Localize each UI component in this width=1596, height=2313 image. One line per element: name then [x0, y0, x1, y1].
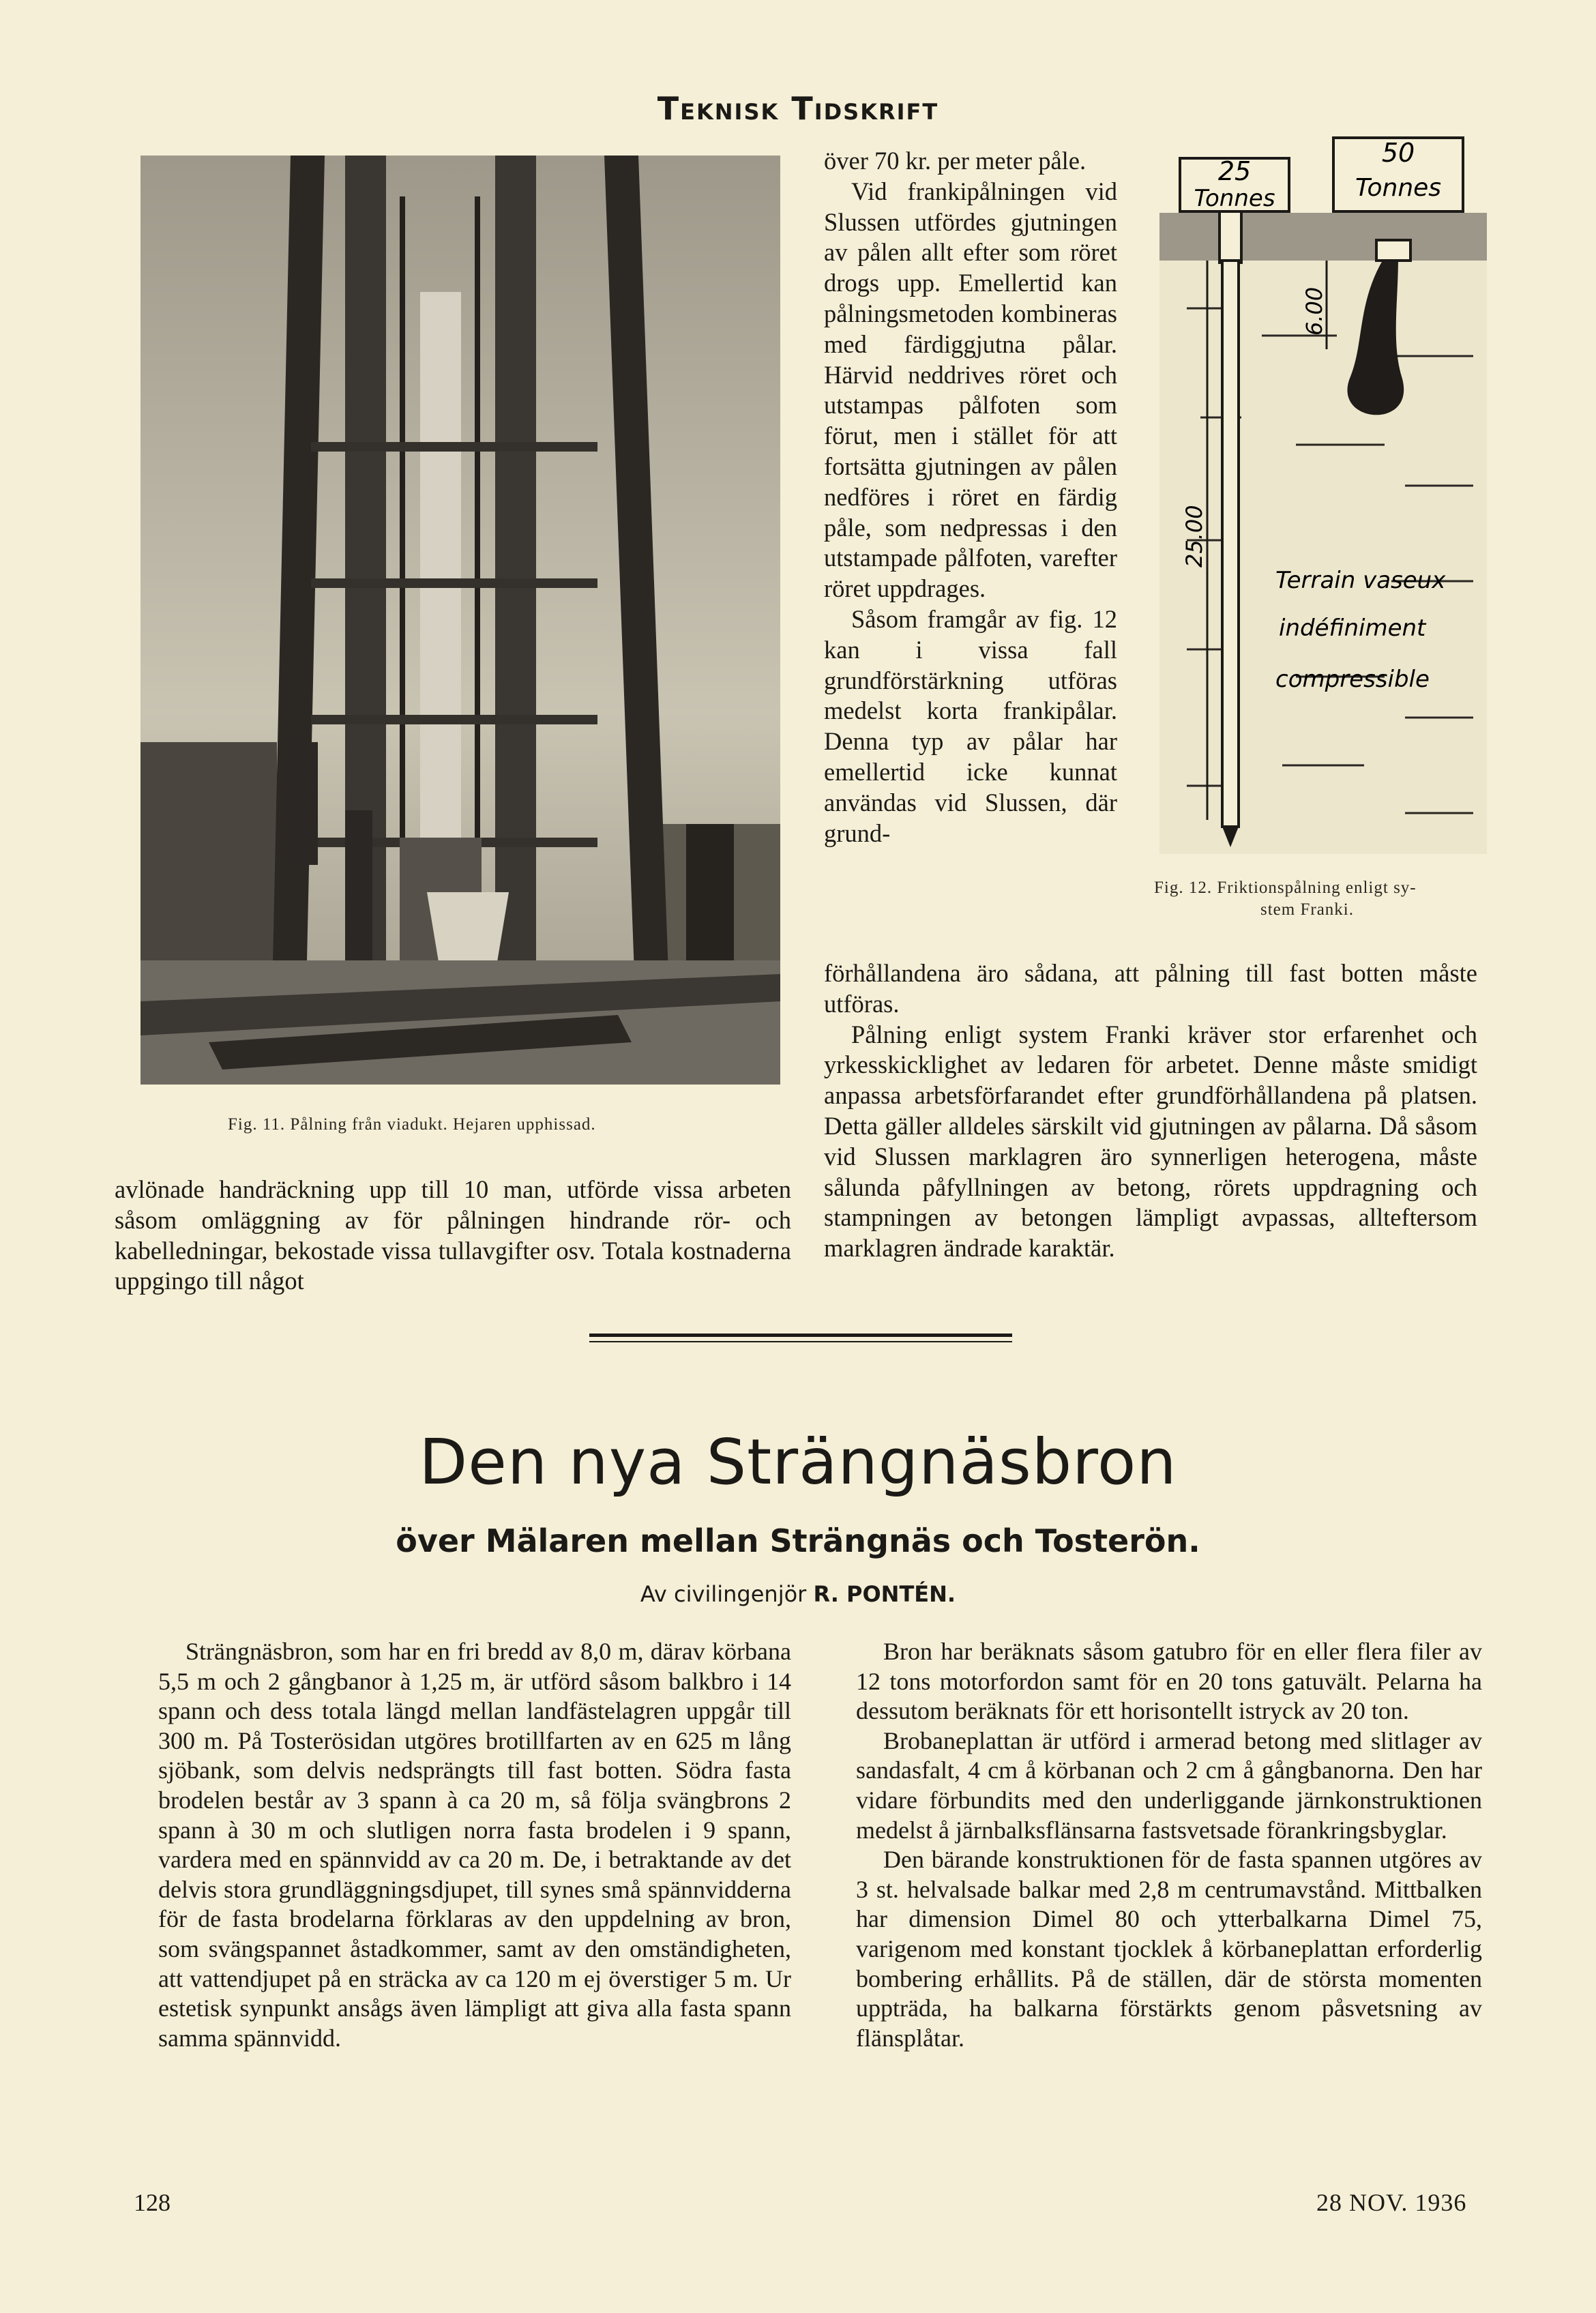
left-continuation	[115, 1175, 791, 1297]
article-column-left	[158, 1637, 791, 2053]
article-para-b3: Den bärande konstruktionen för de fasta spannen utgöres av 3 st. helvalsade balkar med 2,8 m centrumavstånd. Mittbalken har dimension Dimel 80 och ytterbalkarna Dimel 75, varigenom med konstant tjocklek å körbaneplattan erforderlig bombering erhållits. På de ställen, där de största momenten uppträda, ha balkarna förstärkts genom påsvetsning av flänsplåtar.	[856, 1846, 1482, 2052]
narrow-para-3: Såsom framgår av fig. 12 kan i vissa fall grundförstärkning utföras medelst korta frankipålar. Denna typ av pålar har emellertid icke kunnat användas vid Slussen, där grund-	[824, 604, 1117, 847]
article-subtitle: över Mälaren mellan Strängnäs och Tosterön.	[396, 1522, 1200, 1559]
fig12-caption-line1: Fig. 12. Friktionspålning enligt sy-	[1154, 879, 1417, 897]
byline-author: R. PONTÉN.	[813, 1581, 956, 1607]
narrow-para-1: över 70 kr. per meter påle.	[824, 147, 1087, 175]
article-column-right	[856, 1637, 1482, 2053]
fig12-diagram	[1159, 131, 1487, 854]
dim-600: 6.00	[1301, 286, 1327, 336]
label-25: 25	[1217, 156, 1252, 186]
fig12-caption-line2: stem Franki.	[1260, 900, 1354, 919]
section-rule	[589, 1334, 1012, 1337]
left-para: avlönade handräckning upp till 10 man, utförde vissa arbeten såsom omläggning av för pålningen hindrande rör- och kabelledningar, bekostade vissa tullavgifter osv. Totala kostnaderna uppgingo till något	[115, 1175, 791, 1295]
article-title: Den nya Strängnäsbron	[419, 1426, 1177, 1499]
narrow-para-2: Vid frankipålningen vid Slussen utfördes gjutningen av pålen allt efter som röret drogs upp. Emellertid kan pålningsmetoden kombineras med färdiggjutna pålar. Härvid neddrives röret och utstampas pålfoten som förut, men i stället för att fortsätta gjutningen av pålen nedföres i röret en färdig påle, som nedpressas i den utstampade pålfoten, varefter röret uppdrages.	[824, 177, 1117, 603]
wide-para-2: Pålning enligt system Franki kräver stor erfarenhet och yrkesskicklighet av ledaren för arbetet. Denne måste smidigt anpassa arbetsförfarandet efter grundförhållandena på platsen. Detta gäller alldeles särskilt vid gjutningen av pålarna. Då såsom vid Slussen marklagren äro synnerligen heterogena, måste sålunda påfyllningen av betong, rörets uppdragning och stampningen av betongen lämpligt avpassas, allteftersom marklagren ändrade karaktär.	[824, 1020, 1477, 1263]
issue-date: 28 NOV. 1936	[1316, 2189, 1467, 2216]
wide-continuation	[824, 958, 1477, 1264]
wide-para-1: förhållandena äro sådana, att pålning till fast botten måste utföras.	[824, 959, 1477, 1018]
section-rule-thin	[589, 1341, 1012, 1342]
article-para-a1: Strängnäsbron, som har en fri bredd av 8,0 m, därav körbana 5,5 m och 2 gångbanor à 1,25 m, är utförd såsom balkbro i 14 spann och dess totala längd mellan landfästelagren uppgår till 300 m. På Tosterösidan utgöres brotillfarten av en 625 m lång sjöbank, som delvis nedsprängts till fast botten. Södra fasta brodelen består av 3 spann à ca 20 m, så följa svängbrons 2 spann à 30 m och slutligen norra fasta brodelen i 9 spann, vardera med en spännvidd av ca 20 m. De, i betraktande av det delvis stora grundläggningsdjupet, till synes små spännvidderna för de fasta brodelarna förklaras av den uppdelning av bron, som svängspannet åstadkommer, samt av den omständigheten, att vattendjupet på en sträcka av ca 120 m ej överstiger 5 m. Ur estetisk synpunkt ansågs även lämpligt att giva alla fasta spann samma spännvidd.	[158, 1638, 791, 2052]
label-25-unit: Tonnes	[1194, 185, 1275, 212]
journal-title: Teknisk Tidskrift	[657, 90, 939, 127]
terrain-text-3: compressible	[1275, 666, 1430, 693]
terrain-text-1: Terrain vaseux	[1275, 567, 1446, 594]
photo-pile-driving	[141, 156, 780, 1085]
fig11-caption: Fig. 11. Pålning från viadukt. Hejaren upphissad.	[228, 1115, 596, 1134]
article-para-b2: Brobaneplattan är utförd i armerad betong med slitlager av sandasfalt, 4 cm å körbanan och 2 cm å gångbanorna. Den har vidare förbundits med den underliggande järnkonstruktionen medelst å järnbalksflänsarna fastsvetsade förankringsbyglar.	[856, 1726, 1482, 1844]
byline-prefix: Av civilingenjör	[640, 1581, 807, 1607]
narrow-column	[824, 146, 1117, 849]
terrain-text-2: indéfiniment	[1279, 615, 1426, 642]
page-number: 128	[134, 2189, 171, 2216]
article-para-b1: Bron har beräknats såsom gatubro för en eller flera filer av 12 tons motorfordon samt för en 20 tons gatuvält. Pelarna ha dessutom beräknats för ett horisontellt istryck av 20 ton.	[856, 1638, 1482, 1725]
byline	[0, 1581, 1596, 1607]
label-50: 50	[1381, 138, 1415, 168]
label-50-unit: Tonnes	[1355, 174, 1442, 202]
dim-2500: 25.00	[1181, 505, 1207, 568]
